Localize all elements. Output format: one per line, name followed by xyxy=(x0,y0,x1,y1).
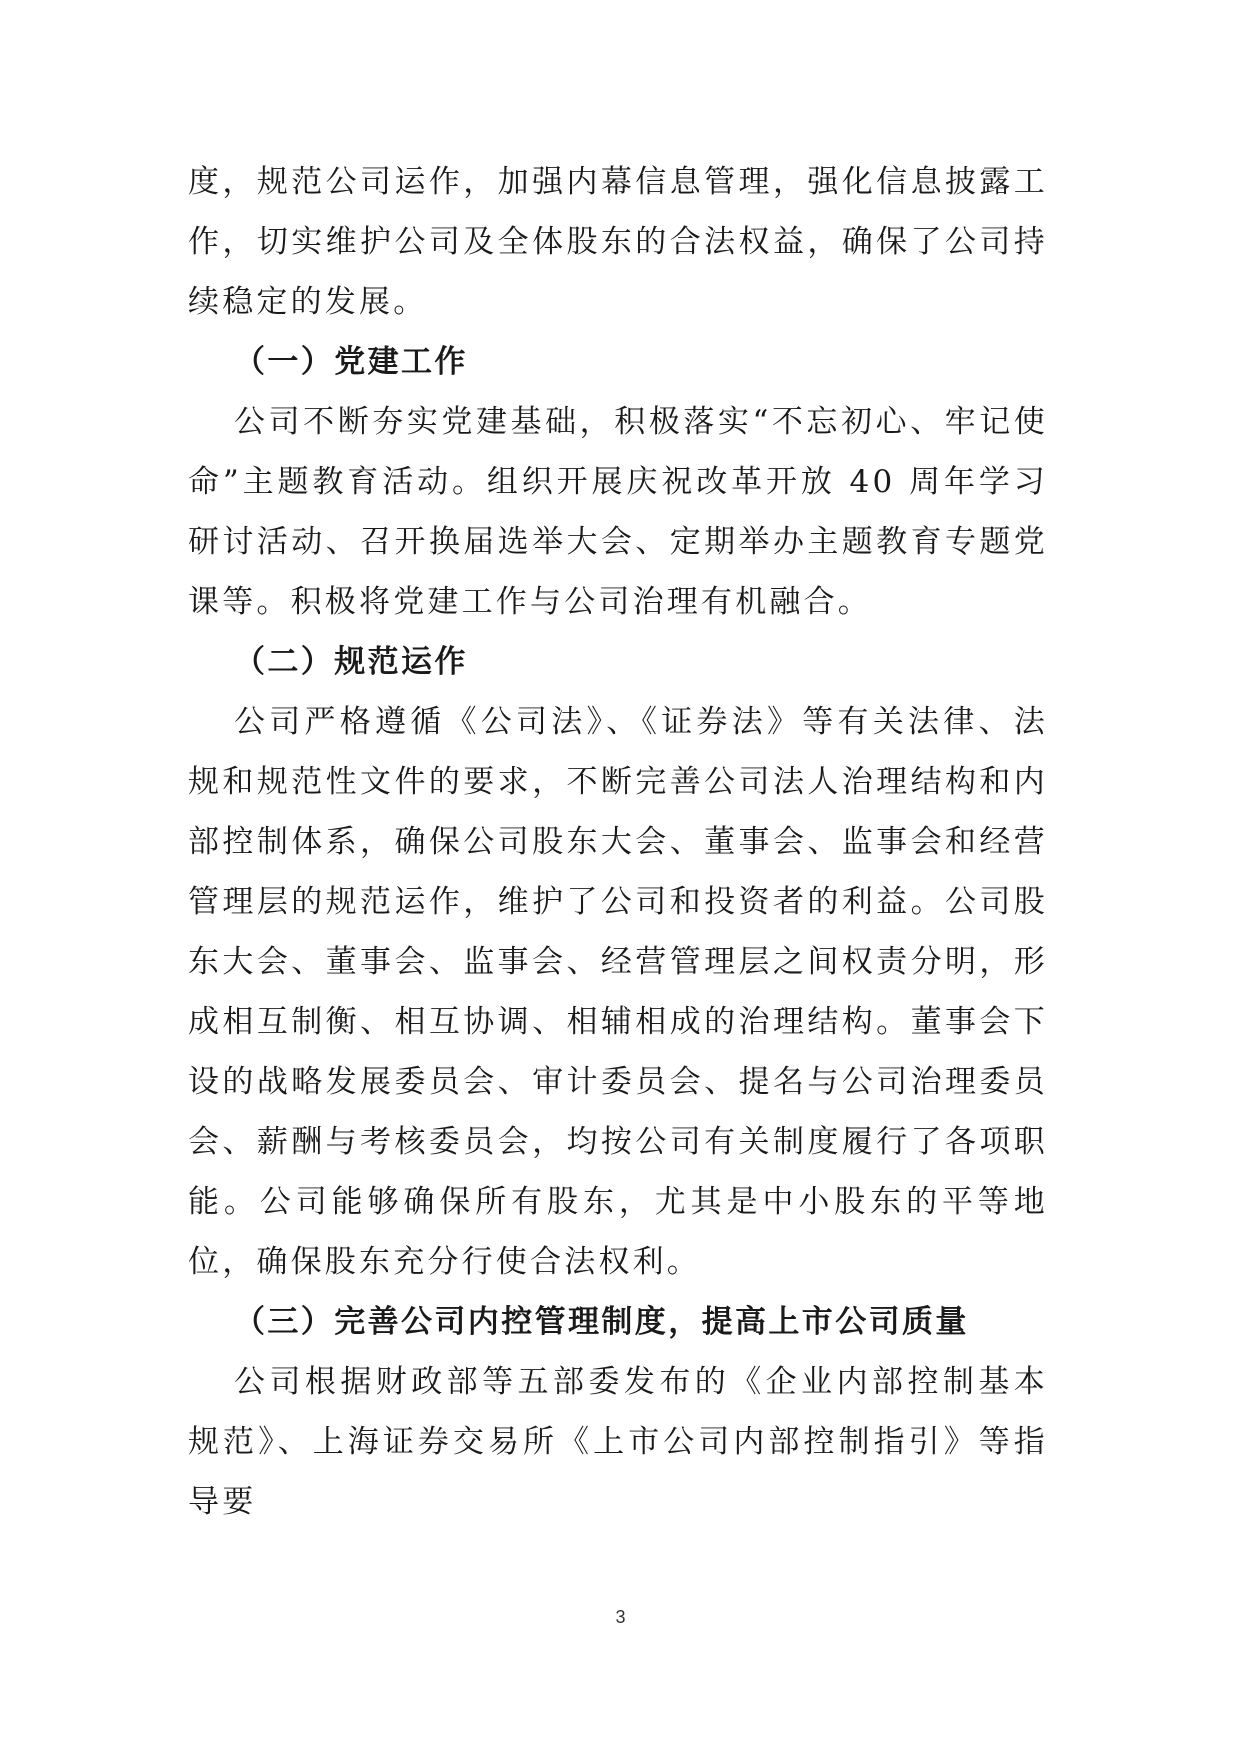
paragraph-continuation: 度，规范公司运作，加强内幕信息管理，强化信息披露工作，切实维护公司及全体股东的合法权益，确保了公司持续稳定的发展。 xyxy=(188,164,1048,320)
section-heading-standard-operation: （二）规范运作 xyxy=(234,644,468,680)
section-heading-party-building: （一）党建工作 xyxy=(234,344,468,380)
paragraph-internal-control: 公司根据财政部等五部委发布的《企业内部控制基本规范》、上海证券交易所《上市公司内部控制指引》等指导要 xyxy=(188,1364,1048,1520)
page-number: 3 xyxy=(615,1607,626,1627)
paragraph-party-building: 公司不断夯实党建基础，积极落实“不忘初心、牢记使命”主题教育活动。组织开展庆祝改革开放 40 周年学习研讨活动、召开换届选举大会、定期举办主题教育专题党课等。积极将党建工作与公司治理有机融合。 xyxy=(188,404,1048,620)
section-heading-internal-control: （三）完善公司内控管理制度，提高上市公司质量 xyxy=(234,1304,969,1340)
paragraph-standard-operation: 公司严格遵循《公司法》、《证券法》等有关法律、法规和规范性文件的要求，不断完善公司法人治理结构和内部控制体系，确保公司股东大会、董事会、监事会和经营管理层的规范运作，维护了公司和投资者的利益。公司股东大会、董事会、监事会、经营管理层之间权责分明，形成相互制衡、相互协调、相辅相成的治理结构。董事会下设的战略发展委员会、审计委员会、提名与公司治理委员会、薪酬与考核委员会，均按公司有关制度履行了各项职能。公司能够确保所有股东，尤其是中小股东的平等地位，确保股东充分行使合法权利。 xyxy=(188,704,1048,1280)
document-body xyxy=(188,152,1048,1532)
